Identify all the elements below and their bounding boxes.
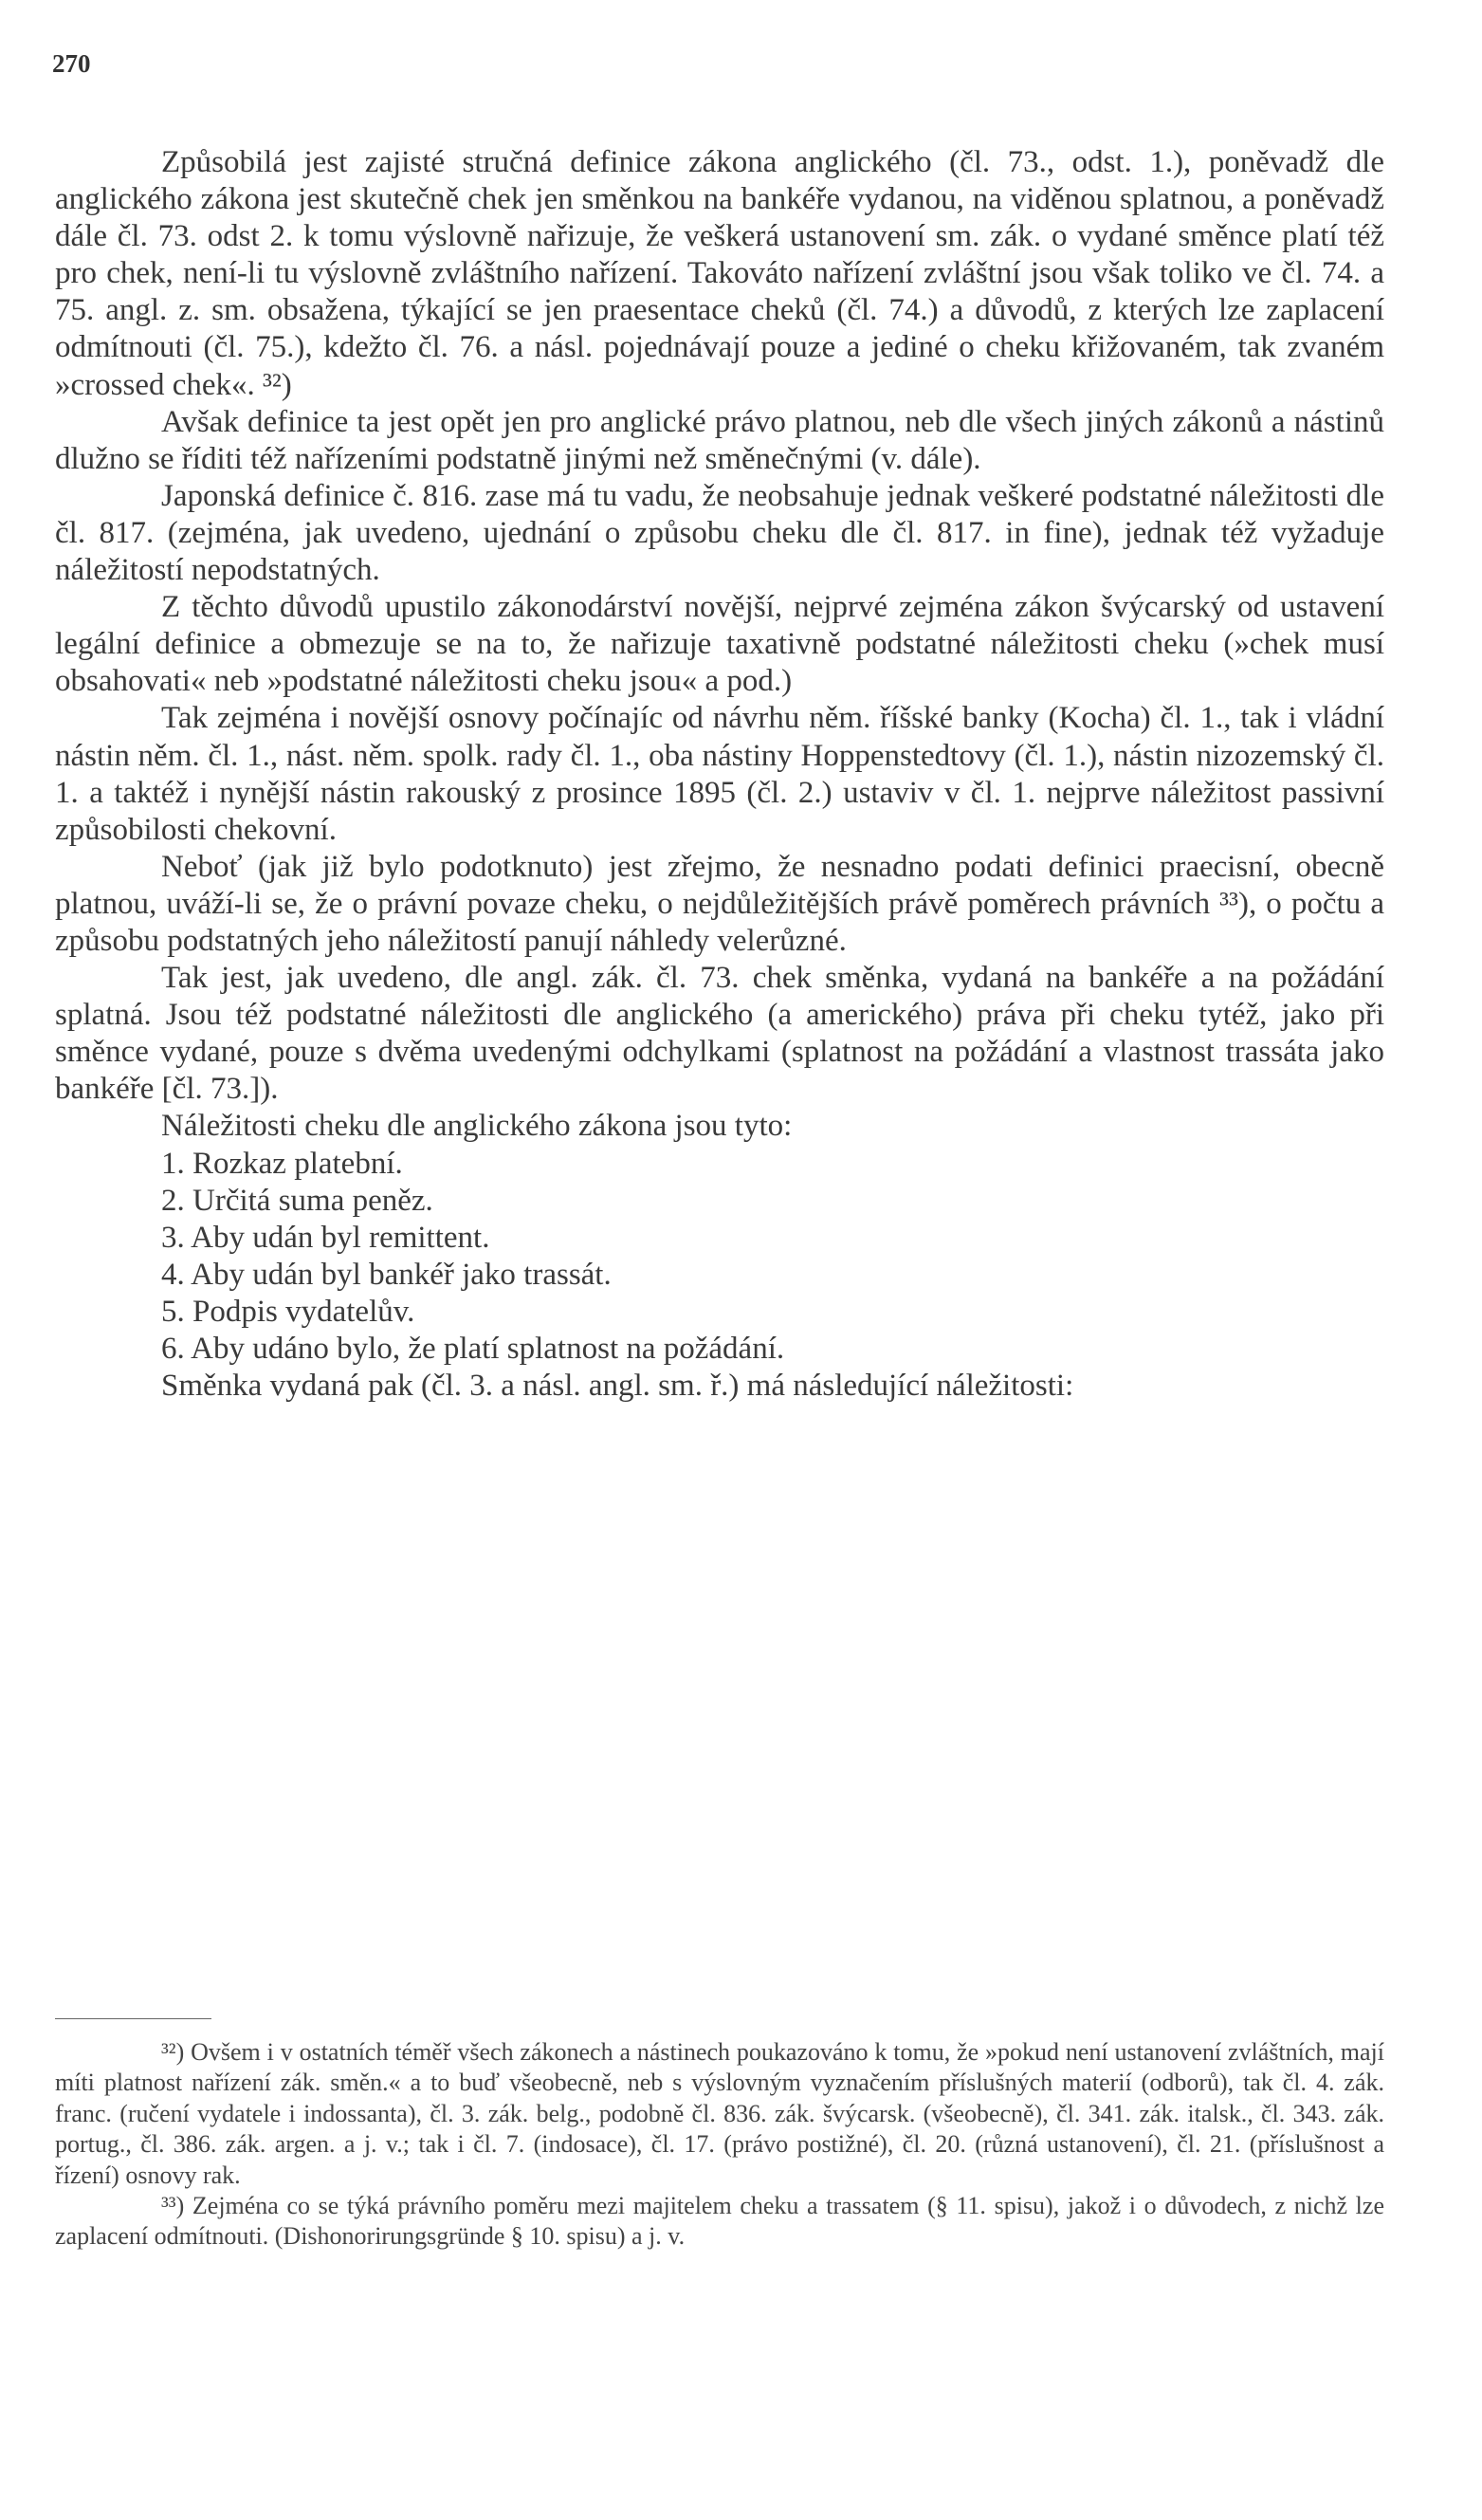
- paragraph: Z těchto důvodů upustilo zákonodárství novější, nejprvé zejména zákon švýcarský od ustavení legální definice a obmezuje se na to, že nařizuje taxativně podstatné náležitosti cheku (»chek musí obsahovati« neb »podstatné náležitosti cheku jsou« a pod.): [55, 590, 1384, 699]
- paragraph: Avšak definice ta jest opět jen pro anglické právo platnou, neb dle všech jiných zákonů a nástinů dlužno se říditi též nařízeními podstatně jinými než směnečnými (v. dále).: [55, 404, 1384, 476]
- body-text: [55, 144, 1384, 1405]
- list-item: 5. Podpis vydatelův.: [161, 1294, 415, 1329]
- list-item: 4. Aby udán byl bankéř jako trassát.: [161, 1257, 612, 1292]
- footnotes: [55, 2037, 1384, 2253]
- list-item: 6. Aby udáno bylo, že platí splatnost na požádání.: [161, 1332, 785, 1366]
- footnote: ³³) Zejména co se týká právního poměru mezi majitelem cheku a trassatem (§ 11. spisu), jakož i o důvodech, z nichž lze zaplacení odmítnouti. (Dishonorirungsgründe § 10. spisu) a j. v.: [55, 2192, 1384, 2251]
- list-item: 2. Určitá suma peněz.: [161, 1183, 433, 1218]
- closing-paragraph: Směnka vydaná pak (čl. 3. a násl. angl. sm. ř.) má následující náležitosti:: [161, 1369, 1074, 1404]
- paragraph: Tak zejména i novější osnovy počínajíc od návrhu něm. říšské banky (Kocha) čl. 1., tak i vládní nástin něm. čl. 1., nást. něm. spolk. rady čl. 1., oba nástiny Hoppenstedtovy (čl. 1.), nástin nizozemský čl. 1. a taktéž i nynější nástin rakouský z prosince 1895 (čl. 2.) ustaviv v čl. 1. nejprve náležitost passivní způsobilosti chekovní.: [55, 701, 1384, 847]
- paragraph: Tak jest, jak uvedeno, dle angl. zák. čl. 73. chek směnka, vydaná na bankéře a na požádání splatná. Jsou též podstatné náležitosti dle anglického (a amerického) práva při cheku tytéž, jako při směnce vydané, pouze s dvěma uvedenými odchylkami (splatnost na požádání a vlastnost trassáta jako bankéře [čl. 73.]).: [55, 961, 1384, 1107]
- paragraph: Způsobilá jest zajisté stručná definice zákona anglického (čl. 73., odst. 1.), poněvadž dle anglického zákona jest skutečně chek jen směnkou na bankéře vydanou, na viděnou splatnou, a poněvadž dále čl. 73. odst 2. k tomu výslovně nařizuje, že veškerá ustanovení sm. zák. o vydané směnce platí též pro chek, není-li tu výslovně zvláštního nařízení. Takováto nařízení zvláštní jsou však toliko ve čl. 74. a 75. angl. z. sm. obsažena, týkající se jen praesentace cheků (čl. 74.) a důvodů, z kterých lze zaplacení odmítnouti (čl. 75.), kdežto čl. 76. a násl. pojednávají pouze a jediné o cheku křižovaném, tak zvaném »crossed chek«. ³²): [55, 145, 1384, 402]
- footnote-divider: [55, 2018, 211, 2019]
- paragraph: Náležitosti cheku dle anglického zákona jsou tyto:: [161, 1109, 793, 1144]
- footnote: ³²) Ovšem i v ostatních téměř všech zákonech a nástinech poukazováno k tomu, že »pokud není ustanovení zvláštních, mají míti platnost nařízení zák. směn.« a to buď všeobecně, neb s výslovným vyznačením příslušných materií (odborů), tak čl. 4. zák. franc. (ručení vydatele i indossanta), čl. 3. zák. belg., podobně čl. 836. zák. švýcarsk. (všeobecně), čl. 341. zák. italsk., čl. 343. zák. portug., čl. 386. zák. argen. a j. v.; tak i čl. 7. (indosace), čl. 17. (právo postižné), čl. 20. (různá ustanovení), čl. 21. (příslušnost a řízení) osnovy rak.: [55, 2038, 1384, 2189]
- list-item: 1. Rozkaz platební.: [161, 1146, 403, 1181]
- paragraph: Japonská definice č. 816. zase má tu vadu, že neobsahuje jednak veškeré podstatné náležitosti dle čl. 817. (zejména, jak uvedeno, ujednání o způsobu cheku dle čl. 817. in fine), jednak též vyžaduje náležitostí nepodstatných.: [55, 478, 1384, 588]
- list-item: 3. Aby udán byl remittent.: [161, 1220, 490, 1255]
- paragraph: Neboť (jak již bylo podotknuto) jest zřejmo, že nesnadno podati definici praecisní, obecně platnou, uváží-li se, že o právní povaze cheku, o nejdůležitějších právě poměrech právních ³³), o počtu a způsobu podstatných jeho náležitostí panují náhledy velerůzné.: [55, 849, 1384, 958]
- page-number: 270: [52, 49, 91, 78]
